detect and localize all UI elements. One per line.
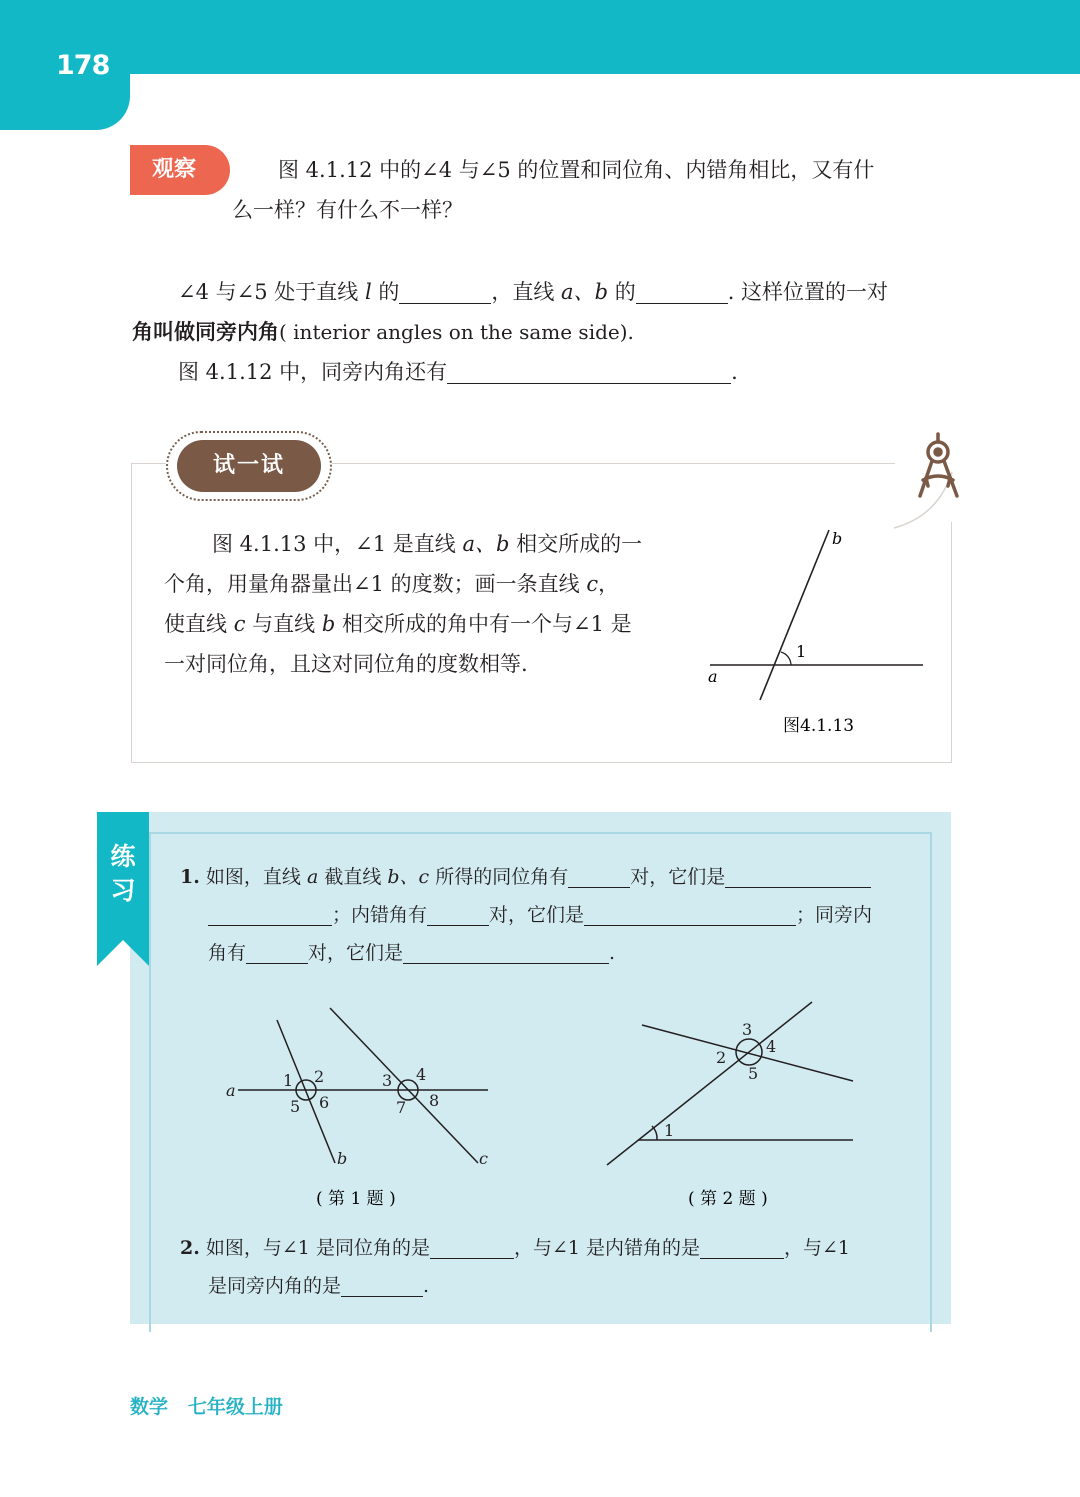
label-3: 3 [742,1020,753,1039]
question-number: 2. [180,1237,200,1259]
footer-grade: 七年级上册 [187,1396,283,1418]
q-text: ；同旁内 [796,904,873,926]
variable-bc: b、c [387,866,430,888]
try-line-4: 一对同位角，且这对同位角的度数相等. [164,652,528,676]
question-line [178,352,738,392]
label-c: c [479,1149,488,1168]
term-interior-angles: 角叫做同旁内角 [132,320,279,344]
ribbon-char: 习 [110,876,136,905]
answer-blank[interactable] [399,281,491,304]
label-2: 2 [314,1067,325,1086]
definition-text: . 这样位置的一对 [727,280,889,304]
angle-1-arc [781,652,791,665]
try-text: 与直线 [252,612,316,636]
question-text: 图 4.1.12 中，同旁内角还有 [178,360,448,384]
label-5: 5 [748,1064,759,1083]
figure-caption: ( 第 1 题 ) [316,1189,396,1209]
answer-blank[interactable] [584,903,796,926]
q-text: . [609,942,616,964]
figure-q2 [600,995,865,1215]
label-4: 4 [416,1065,427,1084]
try-badge: 试一试 [177,440,321,492]
label-a: a [708,667,718,686]
answer-blank[interactable] [636,281,728,304]
try-line-1 [212,524,642,564]
answer-blank[interactable] [430,1236,514,1259]
q-text: 是同旁内角的是 [208,1275,342,1297]
answer-blank[interactable] [725,865,871,888]
line-c [330,1008,478,1163]
definition-text: ∠4 与∠5 处于直线 [178,280,359,304]
label-3: 3 [382,1071,393,1090]
english-term: ( interior angles on the same side). [279,320,634,344]
label-7: 7 [396,1098,407,1117]
try-text: ， [598,572,620,596]
observe-badge: 观察 [130,145,230,195]
answer-blank[interactable] [700,1236,784,1259]
answer-blank[interactable] [246,941,308,964]
definition-text: ，直线 [491,280,555,304]
footer-subject: 数学 [130,1396,169,1418]
label-6: 6 [319,1093,330,1112]
practice-q2-line-2 [208,1267,429,1305]
answer-blank[interactable] [341,1274,423,1297]
practice-ribbon-label [97,840,149,908]
q-text: 对，它们是 [489,904,585,926]
label-8: 8 [429,1091,440,1110]
answer-blank[interactable] [403,941,609,964]
label-a: a [226,1081,236,1100]
variable-c: c [233,612,246,636]
try-text: 使直线 [164,612,227,636]
page-number: 178 [56,50,110,81]
definition-text: 的 [614,280,636,304]
q-text: 对，它们是 [630,866,726,888]
footer [130,1392,283,1419]
variable-c: c [586,572,599,596]
ribbon-char: 练 [110,842,136,871]
observe-line-2: 么一样？有什么不一样？ [232,198,463,222]
practice-q1-line-2 [208,896,872,934]
figure-caption: ( 第 2 题 ) [688,1189,768,1209]
practice-q1-line-3 [208,934,615,972]
label-1: 1 [664,1121,675,1140]
q-text: 所得的同位角有 [435,866,569,888]
observe-line-1: 图 4.1.12 中的∠4 与∠5 的位置和同位角、内错角相比，又有什 [278,158,875,182]
try-text: 图 4.1.13 中，∠1 是直线 [212,532,456,556]
q-text: ，与∠1 [784,1237,851,1259]
label-b: b [337,1149,348,1168]
variable-ab: a、b [561,280,609,304]
variable-l: l [364,280,372,304]
answer-blank[interactable] [447,361,731,384]
compass-icon [890,420,970,530]
try-line-3 [164,604,632,644]
q-text: 如图，直线 [205,866,301,888]
variable-ab: a、b [462,532,510,556]
label-b: b [832,529,843,548]
definition-line-2 [132,312,634,352]
q-text: . [423,1275,430,1297]
label-5: 5 [290,1097,301,1116]
practice-q2-line-1 [180,1229,850,1267]
practice-q1-line-1 [180,858,871,896]
label-1: 1 [283,1071,294,1090]
figure-4-1-13 [700,525,935,740]
definition-line-1 [178,272,888,312]
variable-b: b [321,612,336,636]
try-line-2 [164,564,619,604]
variable-a: a [306,866,319,888]
label-2: 2 [716,1048,727,1067]
answer-blank[interactable] [208,903,332,926]
answer-blank[interactable] [427,903,489,926]
header-band [0,0,1080,74]
q-text: 如图，与∠1 是同位角的是 [205,1237,430,1259]
label-4: 4 [766,1037,777,1056]
q-text: ，与∠1 是内错角的是 [513,1237,701,1259]
q-text: 截直线 [324,866,382,888]
definition-text: 的 [378,280,400,304]
line-b [277,1020,335,1163]
q-text: 对，它们是 [308,942,404,964]
q-text: 角有 [208,942,247,964]
label-1: 1 [796,642,807,661]
try-text: 相交所成的一 [516,532,643,556]
question-number: 1. [180,866,200,888]
line-b [760,530,829,700]
question-text: . [731,360,738,384]
figure-caption: 图4.1.13 [783,716,855,736]
try-text: 相交所成的角中有一个与∠1 是 [341,612,632,636]
figure-q1 [220,1000,510,1215]
try-text: 个角，用量角器量出∠1 的度数；画一条直线 [164,572,580,596]
answer-blank[interactable] [568,865,630,888]
q-text: ；内错角有 [332,904,428,926]
